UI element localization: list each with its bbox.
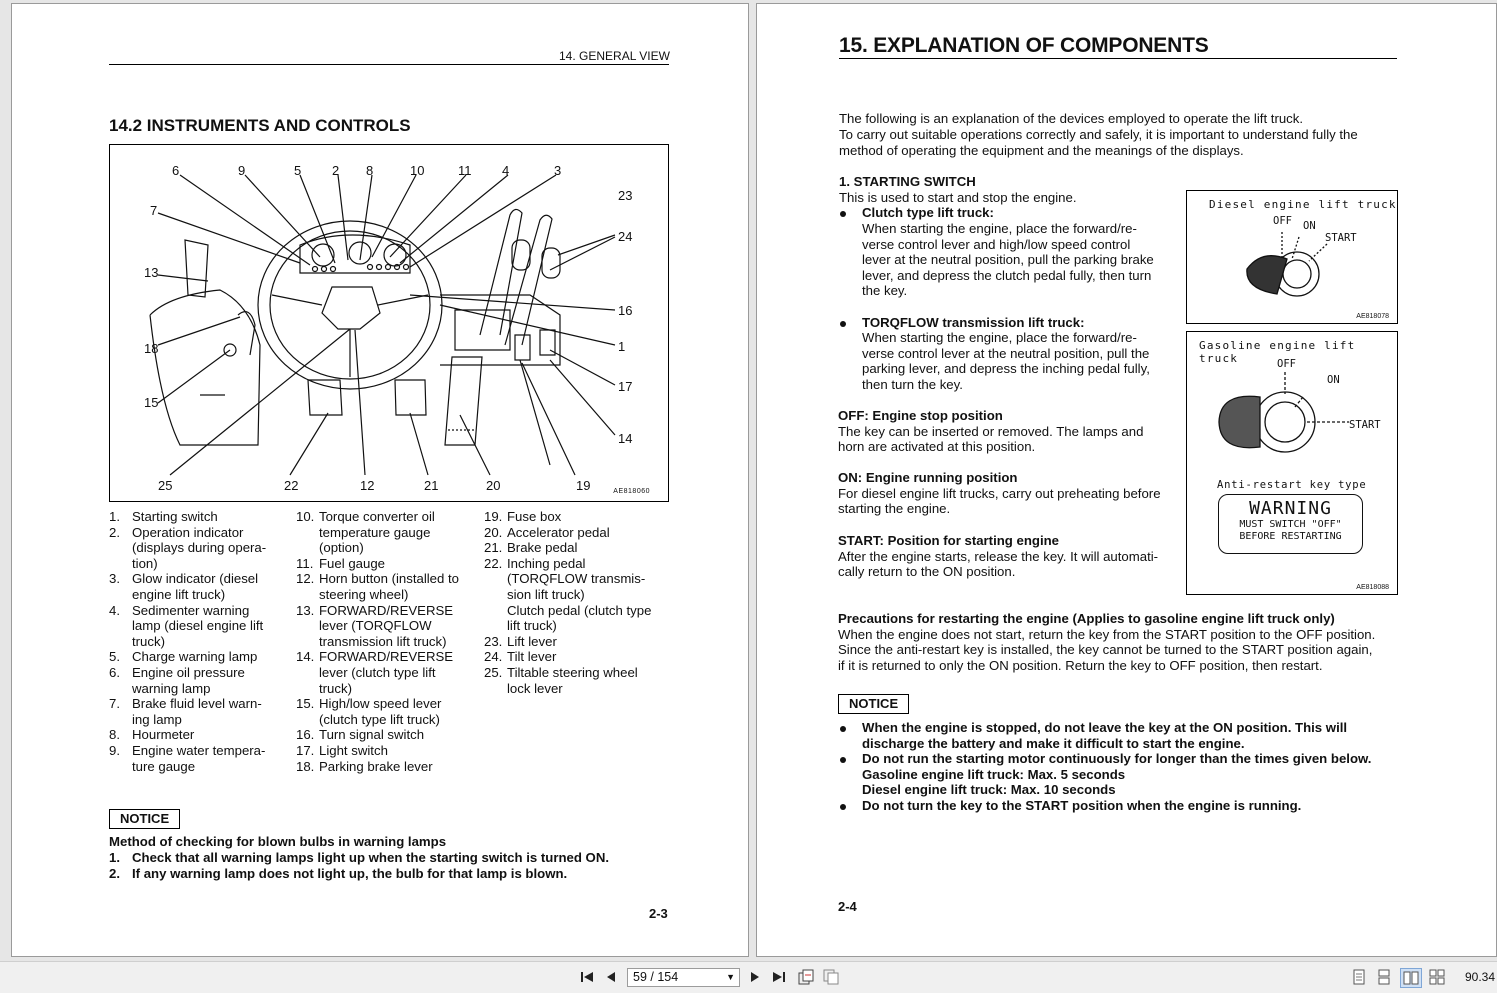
legend-item <box>484 587 684 603</box>
next-page-icon <box>749 971 761 983</box>
legend-item <box>296 759 481 775</box>
diesel-start-label: START <box>1325 232 1357 244</box>
clutch-line: the key. <box>862 283 908 298</box>
legend-number <box>109 712 132 728</box>
legend-number: 24. <box>484 649 503 665</box>
legend-item <box>296 618 481 634</box>
start-line: cally return to the ON position. <box>838 564 1016 579</box>
legend-number: 14. <box>296 649 315 665</box>
accelerator-pedal <box>445 357 482 445</box>
legend-label: lock lever <box>507 680 563 696</box>
legend-item <box>109 540 294 556</box>
starting-switch-desc: This is used to start and stop the engine. <box>839 190 1077 205</box>
legend-number <box>296 665 319 681</box>
legend-item <box>296 540 481 556</box>
callout-layer <box>144 163 632 493</box>
diesel-figure-code: AE818078 <box>1356 313 1389 320</box>
start-heading: START: Position for starting engine <box>838 533 1060 548</box>
warning-line-2: BEFORE RESTARTING <box>1239 531 1342 542</box>
gasoline-figure-title: Gasoline engine lift truck <box>1199 339 1356 365</box>
legend-item <box>484 681 684 697</box>
legend-item <box>296 634 481 650</box>
instruments-figure <box>109 144 669 502</box>
page-title: 15. EXPLANATION OF COMPONENTS <box>839 34 1209 57</box>
left-page <box>11 3 749 957</box>
bullet-icon <box>840 726 846 732</box>
legend-item <box>109 618 294 634</box>
callout-number: 23 <box>618 188 633 203</box>
legend-number <box>109 681 132 697</box>
legend-label: temperature gauge <box>319 524 431 540</box>
right-page <box>756 3 1497 957</box>
title-rule <box>839 58 1397 59</box>
notice-bullet-line: When the engine is stopped, do not leave the key at the ON position. This will <box>862 720 1348 735</box>
legend-item <box>296 681 481 697</box>
legend-number <box>296 634 319 650</box>
clutch-line: lever at the neutral position, pull the parking brake <box>862 252 1154 267</box>
legend-item <box>109 649 294 665</box>
callout-number: 2 <box>332 163 340 178</box>
legend-label: lift truck) <box>507 618 557 634</box>
page-indicator: 59 / 154 <box>633 970 679 984</box>
diesel-off-label: OFF <box>1273 215 1292 227</box>
legend-item <box>109 634 294 650</box>
warning-line-1: MUST SWITCH "OFF" <box>1239 519 1342 530</box>
notice-bullet-line: Do not turn the key to the START position when the engine is running. <box>862 798 1302 813</box>
legend-item <box>109 509 294 525</box>
legend-number: 12. <box>296 571 315 587</box>
continuous-facing-view-button[interactable] <box>1428 968 1446 986</box>
legend-label: Tiltable steering wheel <box>507 664 638 680</box>
legend-label: ture gauge <box>132 758 196 774</box>
legend-number <box>109 618 132 634</box>
tilt-knob <box>542 248 560 278</box>
legend-label: Fuse box <box>507 509 562 524</box>
callout-number: 14 <box>618 431 633 446</box>
callout-number: 9 <box>238 163 246 178</box>
single-page-icon <box>1352 969 1366 985</box>
legend-item <box>109 665 294 681</box>
legend-item <box>484 665 684 681</box>
torqflow-heading: TORQFLOW transmission lift truck: <box>862 315 1085 330</box>
legend-item <box>484 618 684 634</box>
torqflow-line: When starting the engine, place the forward/re- <box>862 330 1137 345</box>
legend-number: 6. <box>109 664 120 680</box>
gasoline-figure-code: AE818088 <box>1356 584 1389 591</box>
callout-number: 5 <box>294 163 302 178</box>
legend-number: 1. <box>109 509 120 524</box>
diesel-key-figure <box>1186 190 1398 324</box>
legend-item <box>296 743 481 759</box>
legend-item <box>109 603 294 619</box>
legend-number <box>109 540 132 556</box>
viewer-toolbar <box>0 961 1497 993</box>
clutch-line: lever, and depress the clutch pedal fully, then turn <box>862 268 1152 283</box>
callout-number: 19 <box>576 478 591 493</box>
legend-item <box>484 556 684 572</box>
figure-code: AE818060 <box>613 488 650 495</box>
legend-item <box>296 665 481 681</box>
legend-item <box>109 571 294 587</box>
legend-item <box>484 571 684 587</box>
legend-number: 22. <box>484 555 503 571</box>
legend-label: Engine oil pressure <box>132 664 245 680</box>
legend-number: 16. <box>296 727 315 743</box>
legend-number <box>484 681 507 697</box>
next-page-button[interactable] <box>746 968 764 986</box>
single-page-view-button[interactable] <box>1350 968 1368 986</box>
legend-item <box>484 649 684 665</box>
legend-item <box>109 587 294 603</box>
gasoline-key-figure <box>1186 331 1398 595</box>
gasoline-on-label: ON <box>1327 374 1340 386</box>
legend-item <box>296 509 481 525</box>
anti-restart-label: Anti-restart key type <box>1217 479 1367 491</box>
legend-number: 4. <box>109 602 120 618</box>
legend-number <box>296 712 319 728</box>
legend-label: Accelerator pedal <box>507 524 610 540</box>
warning-text: WARNING <box>1249 498 1332 519</box>
go-back-view-button[interactable] <box>797 968 815 986</box>
torqflow-line: verse control lever at the neutral position, pull the <box>862 346 1150 361</box>
legend-number: 11. <box>296 555 314 571</box>
legend-label: Tilt lever <box>507 649 557 665</box>
first-page-icon <box>580 971 594 983</box>
legend-label: FORWARD/REVERSE <box>319 602 454 618</box>
legend-item <box>484 509 684 525</box>
first-page-button[interactable] <box>578 968 596 986</box>
legend-label: Glow indicator (diesel <box>132 571 259 587</box>
go-forward-view-button[interactable] <box>822 968 840 986</box>
legend-item <box>296 587 481 603</box>
callout-number: 18 <box>144 341 159 356</box>
notice-bullet-line: Diesel engine lift truck: Max. 10 seconds <box>862 782 1116 797</box>
legend-label: Clutch pedal (clutch type <box>507 602 652 618</box>
precautions-line: When the engine does not start, return the key from the START position to the OFF position. <box>838 627 1376 642</box>
bullet-icon <box>840 211 846 217</box>
clutch-line: verse control lever and high/low speed control <box>862 237 1131 252</box>
legend-label: Sedimenter warning <box>132 602 250 618</box>
legend-col-3 <box>484 509 684 696</box>
legend-label: engine lift truck) <box>132 586 226 602</box>
legend-item <box>296 556 481 572</box>
legend-item <box>484 603 684 619</box>
callout-number: 17 <box>618 379 633 394</box>
chevron-down-icon: ▼ <box>726 972 735 982</box>
off-line: horn are activated at this position. <box>838 439 1036 454</box>
off-heading: OFF: Engine stop position <box>838 408 1003 423</box>
legend-number: 3. <box>109 571 120 587</box>
legend-item <box>296 525 481 541</box>
legend-item <box>484 525 684 541</box>
legend-label: ing lamp <box>132 711 182 727</box>
legend-label: lamp (diesel engine lift <box>132 618 264 634</box>
legend-label: Charge warning lamp <box>132 649 258 665</box>
legend-label: Torque converter oil <box>319 509 435 524</box>
precautions-line: if it is returned to only the ON position. Return the key to OFF position, then restart. <box>838 658 1323 673</box>
callout-number: 10 <box>410 163 425 178</box>
diesel-on-label: ON <box>1303 220 1316 232</box>
zoom-level[interactable]: 90.34 <box>1465 970 1496 984</box>
legend-item <box>109 759 294 775</box>
seat-shape <box>150 290 260 445</box>
callout-number: 21 <box>424 478 439 493</box>
legend-number <box>484 603 507 619</box>
legend-item <box>296 696 481 712</box>
gasoline-start-label: START <box>1349 419 1381 431</box>
legend-item <box>484 540 684 556</box>
facing-view-button[interactable] <box>1400 968 1422 988</box>
starting-switch-heading: 1. STARTING SWITCH <box>839 174 976 189</box>
legend-item <box>109 525 294 541</box>
legend-label: Turn signal switch <box>319 727 425 743</box>
legend-label: High/low speed lever <box>319 696 442 712</box>
gasoline-off-label: OFF <box>1277 358 1296 370</box>
page-select[interactable] <box>627 968 740 987</box>
legend-number: 7. <box>109 696 120 712</box>
legend-label: lever (TORQFLOW <box>319 618 432 634</box>
legend-label: Inching pedal <box>507 555 586 571</box>
legend-number <box>109 634 132 650</box>
callout-number: 12 <box>360 478 375 493</box>
legend-label: Light switch <box>319 742 388 758</box>
start-line: After the engine starts, release the key. It will automati- <box>838 549 1159 564</box>
callout-number: 7 <box>150 203 158 218</box>
continuous-facing-icon <box>1429 969 1445 985</box>
callout-number: 20 <box>486 478 501 493</box>
legend-item <box>296 712 481 728</box>
last-page-icon <box>772 971 786 983</box>
legend-number: 15. <box>296 696 315 712</box>
legend-label: lever (clutch type lift <box>319 664 436 680</box>
prev-page-icon <box>605 971 617 983</box>
brake-pedal <box>395 380 426 415</box>
legend-label: sion lift truck) <box>507 586 585 602</box>
legend-item <box>109 727 294 743</box>
legend-number <box>109 587 132 603</box>
callout-number: 13 <box>144 265 159 280</box>
legend-item <box>109 712 294 728</box>
on-line: For diesel engine lift trucks, carry out preheating before <box>838 486 1161 501</box>
torqflow-line: then turn the key. <box>862 377 963 392</box>
legend-label: Hourmeter <box>132 727 195 743</box>
callout-number: 15 <box>144 395 159 410</box>
notice-label: NOTICE <box>838 694 909 714</box>
legend-label: truck) <box>132 633 165 649</box>
legend-item <box>109 743 294 759</box>
callout-number: 22 <box>284 478 299 493</box>
legend-label: Lift lever <box>507 633 557 649</box>
legend-number <box>484 587 507 603</box>
legend-label: Operation indicator <box>132 524 244 540</box>
notice-heading: Method of checking for blown bulbs in warning lamps <box>109 834 447 849</box>
legend-label: transmission lift truck) <box>319 633 447 649</box>
legend-number <box>296 587 319 603</box>
legend-number: 19. <box>484 509 503 524</box>
precautions-line: Since the anti-restart key is installed, the key cannot be turned to the START position again, <box>838 642 1373 657</box>
lever-13-shape <box>185 240 208 297</box>
legend-item <box>109 681 294 697</box>
notice-item-1: 1. Check that all warning lamps light up when the starting switch is turned ON. <box>109 850 610 865</box>
running-header: 14. GENERAL VIEW <box>559 49 670 63</box>
legend-item <box>296 571 481 587</box>
intro-line-2: To carry out suitable operations correctly and safely, it is important to understand fully the <box>839 127 1358 142</box>
prev-page-button[interactable] <box>602 968 620 986</box>
legend-number: 10. <box>296 509 315 524</box>
last-page-button[interactable] <box>770 968 788 986</box>
callout-number: 8 <box>366 163 374 178</box>
callout-number: 11 <box>458 163 472 178</box>
legend-number: 8. <box>109 727 120 743</box>
legend-label: warning lamp <box>132 680 211 696</box>
on-heading: ON: Engine running position <box>838 470 1018 485</box>
bullet-icon <box>840 804 846 810</box>
go-back-view-icon <box>798 969 814 985</box>
continuous-page-icon <box>1377 969 1391 985</box>
notice-item-2: 2. If any warning lamp does not light up, the bulb for that lamp is blown. <box>109 866 568 881</box>
callout-number: 25 <box>158 478 173 493</box>
legend-number: 5. <box>109 649 120 665</box>
legend-label: Parking brake lever <box>319 758 433 774</box>
legend-number <box>296 540 319 556</box>
legend-label: steering wheel) <box>319 586 409 602</box>
legend-number: 17. <box>296 742 315 758</box>
callout-number: 1 <box>618 339 626 354</box>
legend-label: Fuel gauge <box>319 555 385 571</box>
legend-col-2 <box>296 509 481 774</box>
legend-label: (clutch type lift truck) <box>319 711 440 727</box>
legend-label: (option) <box>319 540 364 556</box>
legend-number <box>109 759 132 775</box>
legend-label: truck) <box>319 680 352 696</box>
on-line: starting the engine. <box>838 501 951 516</box>
callout-number: 24 <box>618 229 633 244</box>
off-line: The key can be inserted or removed. The lamps and <box>838 424 1144 439</box>
legend-number: 20. <box>484 524 503 540</box>
legend-label: Brake fluid level warn- <box>132 696 262 712</box>
legend-number: 2. <box>109 524 120 540</box>
legend-label: Horn button (installed to <box>319 571 460 587</box>
notice-bullet-line: discharge the battery and make it difficult to start the engine. <box>862 736 1245 751</box>
legend-number <box>109 556 132 572</box>
torqflow-line: parking lever, and depress the inching pedal fully, <box>862 361 1150 376</box>
section-title: 14.2 INSTRUMENTS AND CONTROLS <box>109 116 411 135</box>
legend-item <box>296 727 481 743</box>
legend-item <box>296 603 481 619</box>
page-number: 2-4 <box>838 899 857 914</box>
diesel-figure-title: Diesel engine lift truck <box>1209 198 1397 211</box>
legend-col-1 <box>109 509 294 774</box>
legend-label: FORWARD/REVERSE <box>319 649 454 665</box>
steering-hub <box>322 287 380 329</box>
legend-number: 23. <box>484 633 503 649</box>
callout-number: 6 <box>172 163 180 178</box>
precautions-heading: Precautions for restarting the engine (Applies to gasoline engine lift truck only) <box>838 611 1335 626</box>
legend-number: 21. <box>484 540 503 556</box>
legend-label: Engine water tempera- <box>132 742 266 758</box>
legend-label: (TORQFLOW transmis- <box>507 571 646 587</box>
intro-line-1: The following is an explanation of the devices employed to operate the lift truck. <box>839 111 1304 126</box>
legend-number: 13. <box>296 602 315 618</box>
callout-number: 16 <box>618 303 633 318</box>
legend-item <box>484 634 684 650</box>
warning-label-plate <box>1218 494 1363 554</box>
notice-bullet-line: Gasoline engine lift truck: Max. 5 seconds <box>862 767 1126 782</box>
gasoline-key-icon <box>1215 372 1355 462</box>
callout-number: 3 <box>554 163 562 178</box>
callout-number: 4 <box>502 163 510 178</box>
legend-number: 9. <box>109 742 120 758</box>
clutch-heading: Clutch type lift truck: <box>862 205 994 220</box>
notice-bullet-line: Do not run the starting motor continuously for longer than the times given below. <box>862 751 1372 766</box>
go-forward-view-icon <box>823 969 839 985</box>
legend-label: Brake pedal <box>507 540 578 556</box>
legend-item <box>296 649 481 665</box>
facing-pages-icon <box>1403 970 1419 986</box>
legend-label: Starting switch <box>132 509 218 524</box>
instruments-drawing <box>110 145 667 500</box>
legend-number <box>484 571 507 587</box>
legend-item <box>109 696 294 712</box>
intro-line-3: method of operating the equipment and the meanings of the displays. <box>839 143 1244 158</box>
diesel-key-icon <box>1237 229 1337 309</box>
legend-label: tion) <box>132 555 158 571</box>
page-number: 2-3 <box>649 906 668 921</box>
bullet-icon <box>840 757 846 763</box>
legend-number: 25. <box>484 664 503 680</box>
legend-label: (displays during opera- <box>132 540 267 556</box>
bullet-icon <box>840 321 846 327</box>
clutch-line: When starting the engine, place the forward/re- <box>862 221 1137 236</box>
notice-label: NOTICE <box>109 809 180 829</box>
legend-number <box>484 618 507 634</box>
legend-number: 18. <box>296 758 315 774</box>
legend-number <box>296 681 319 697</box>
legend-number <box>296 618 319 634</box>
continuous-view-button[interactable] <box>1375 968 1393 986</box>
header-rule <box>109 64 669 65</box>
legend-item <box>109 556 294 572</box>
legend-number <box>296 525 319 541</box>
